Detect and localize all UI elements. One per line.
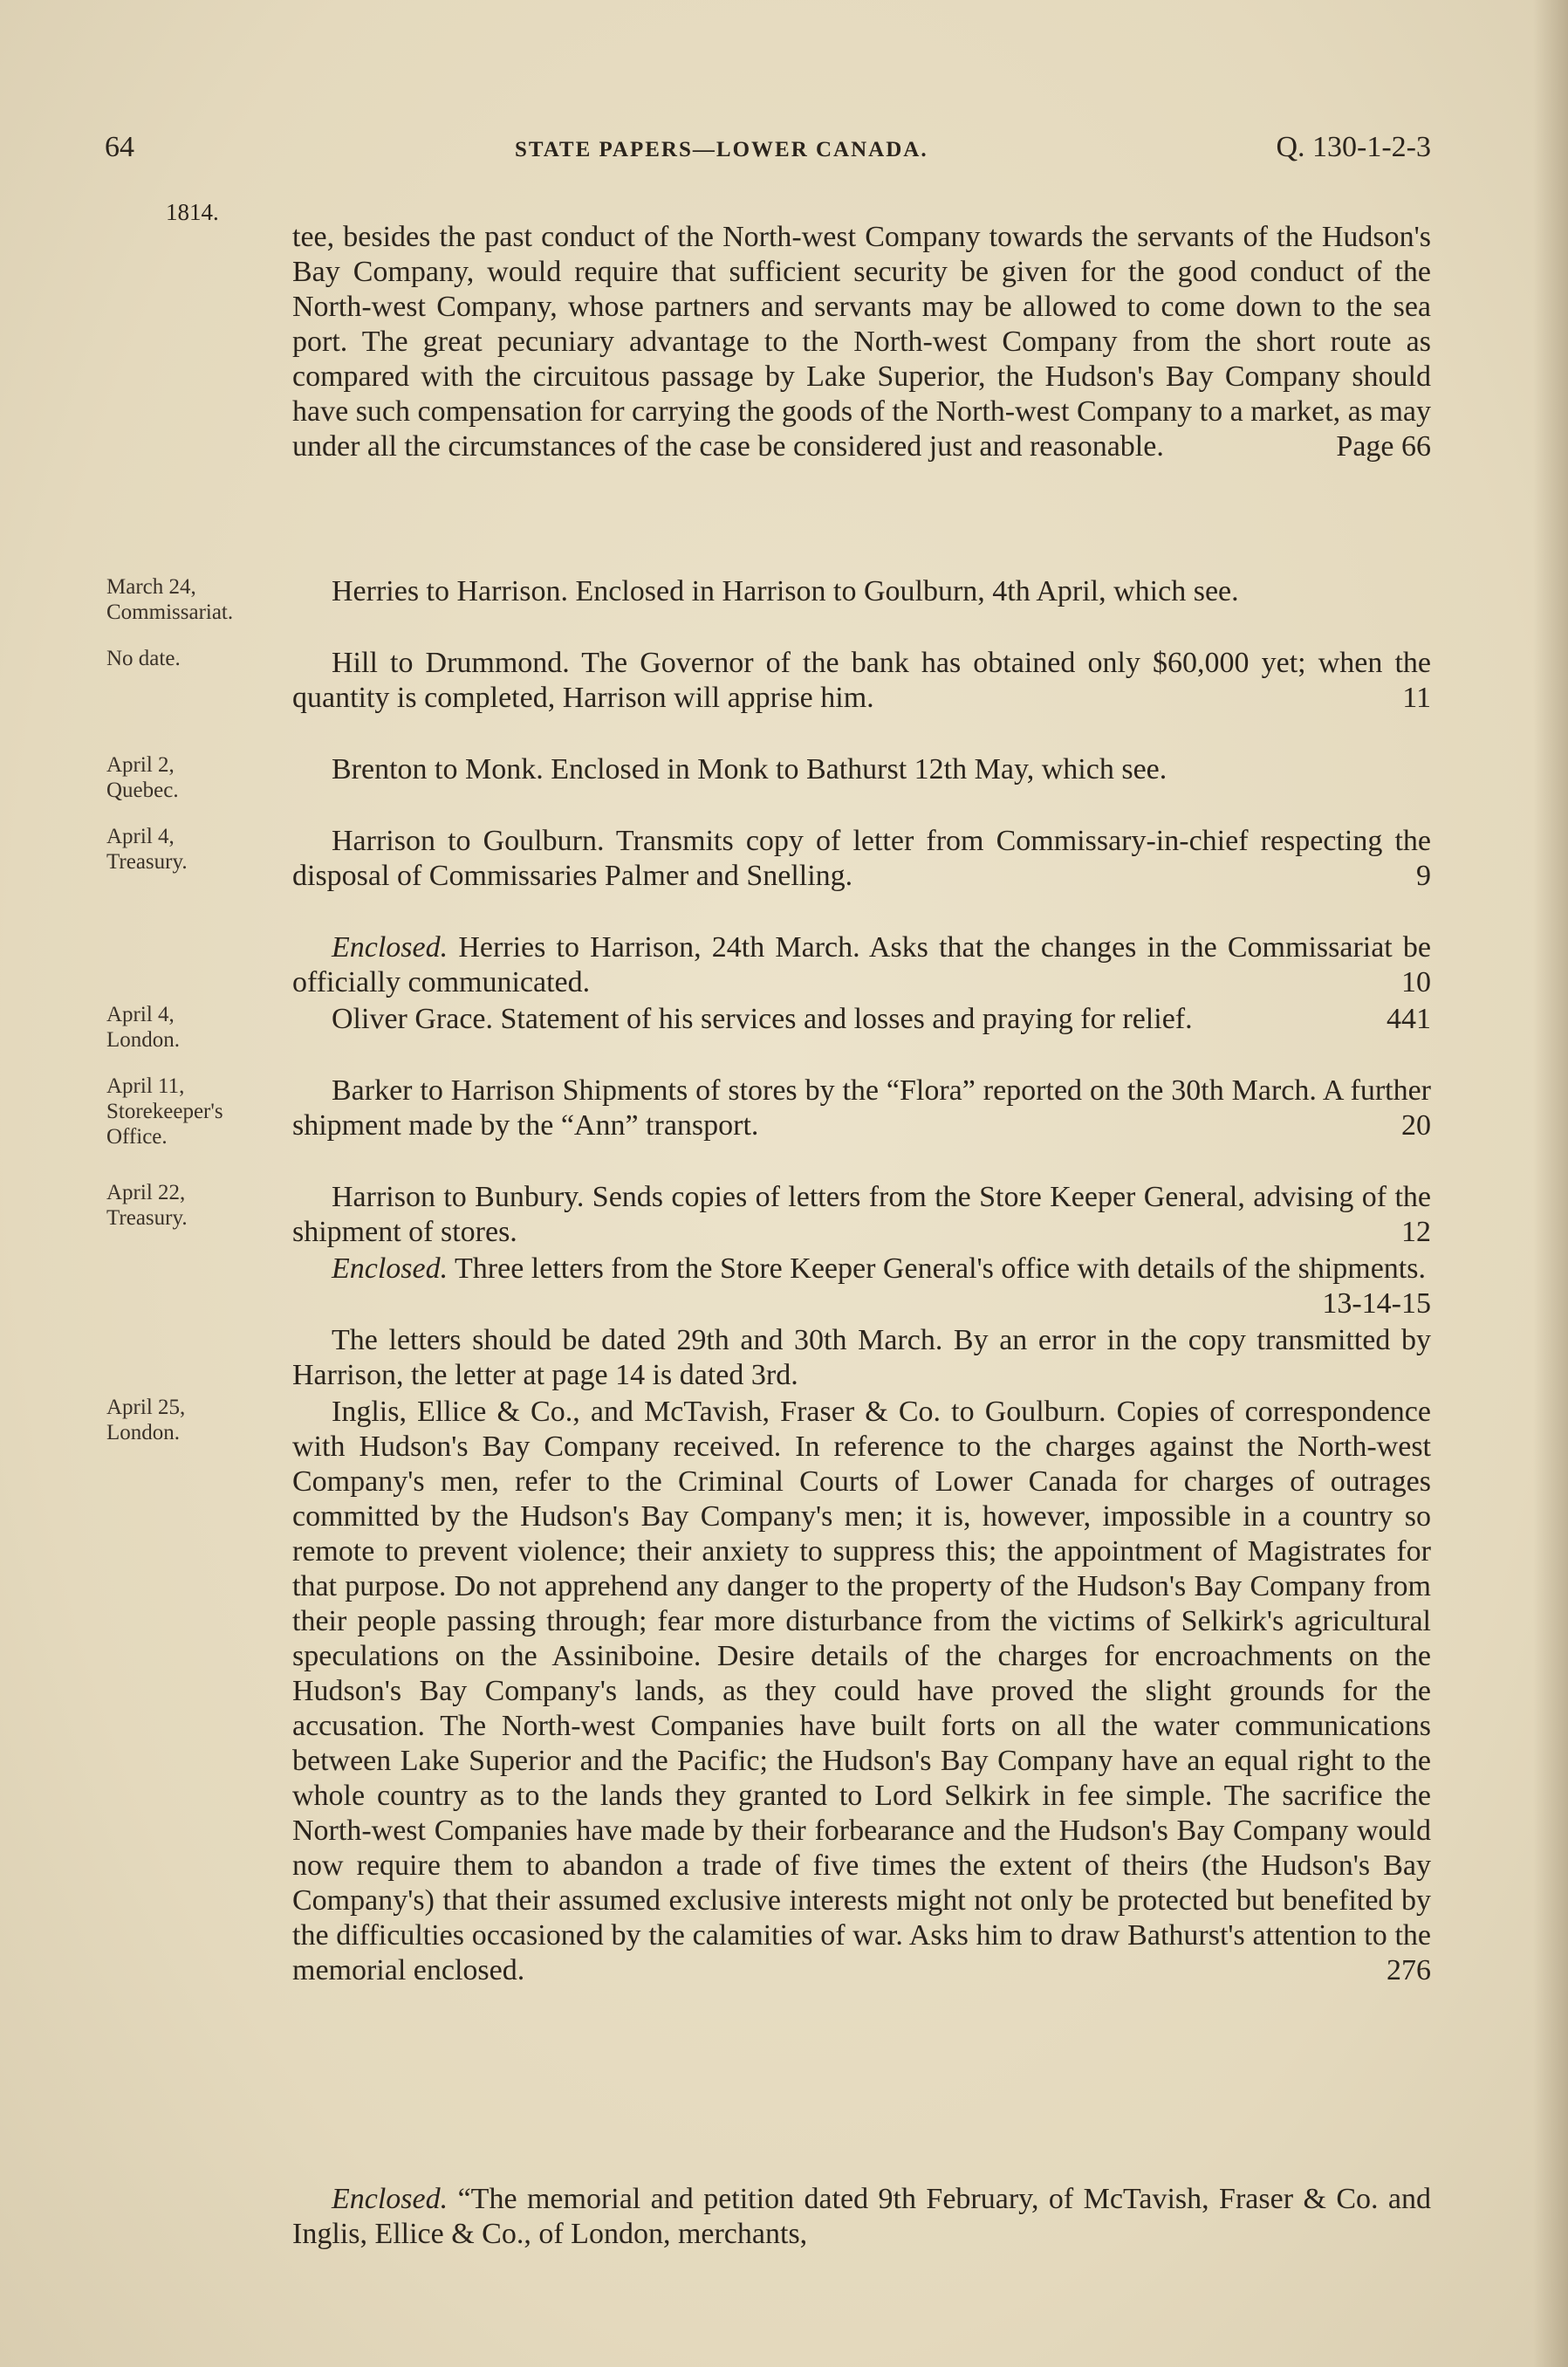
entry-text: Enclosed. “The memorial and petition dated 9th February, of McTavish, Fraser & Co. and Inglis, Ellice & Co., of London, merchants, [292, 2183, 1432, 2250]
page-reference: 20 [1401, 1109, 1431, 1142]
header-title: STATE PAPERS—LOWER CANADA. [515, 138, 928, 161]
margin-date: April 4, [106, 825, 175, 848]
margin-date: No date. [106, 647, 181, 670]
entry-text: Enclosed. Herries to Harrison, 24th March. Asks that the changes in the Commissariat be officially communicated. 10 [292, 931, 1431, 998]
margin-note [106, 824, 281, 875]
page-reference: 10 [1401, 966, 1431, 998]
entry-text: Inglis, Ellice & Co., and McTavish, Fraser & Co. to Goulburn. Copies of correspondence with Hudson's Bay Company received. In reference to the charges against the North-west Company's men, refer to the Criminal Courts of Lower Canada for charges of outrages committed by the Hudson's Bay Company's men; it is, however, impossible in a country so remote to prevent violence; their anxiety to suppress this; the appointment of Magistrates for that purpose. Do not apprehend any danger to the property of the Hudson's Bay Company from their people passing through; fear more disturbance from the victims of Selkirk's agricultural speculations on the Assiniboine. Desire details of the charges for encroachments on the Hudson's Bay Company's lands, as they could have proved the slight grounds for the accusation. The North-west Companies have built forts on all the water communications between Lake Superior and the Pacific; the Hudson's Bay Company have an equal right to the whole country as to the lands they granted to Lord Selkirk in fee simple. The sacrifice the North-west Companies have made by their forbearance and the Hudson's Bay Company would now require them to abandon a trade of five times the extent of theirs (the Hudson's Bay Company's) that their assumed exclusive interests might not only be protected but benefited by the difficulties occasioned by the calamities of war. Asks him to draw Bathurst's attention to the memorial enclosed. 276 [292, 1396, 1431, 1986]
enclosed-label: Enclosed. [332, 2183, 448, 2215]
running-header [105, 131, 1431, 175]
margin-note [106, 1395, 281, 1445]
margin-date: April 22, [106, 1181, 186, 1204]
margin-note [106, 752, 281, 803]
margin-date: April 25, [106, 1396, 186, 1419]
page-reference: 11 [1402, 682, 1431, 714]
entry-text: Herries to Harrison. Enclosed in Harrison to Goulburn, 4th April, which see. [332, 575, 1239, 607]
margin-note [106, 574, 281, 625]
margin-place: Quebec. [106, 779, 179, 802]
entry-text: Hill to Drummond. The Governor of the bank has obtained only $60,000 yet; when the quantity is completed, Harrison will apprise him. 11 [292, 647, 1431, 714]
margin-place: Storekeeper's Office. [106, 1100, 223, 1149]
entry-text: Harrison to Bunbury. Sends copies of letters from the Store Keeper General, advising of the shipment of stores. 12 [292, 1181, 1431, 1248]
margin-note [106, 646, 281, 671]
enclosed-label: Enclosed. [332, 1252, 448, 1285]
margin-place: London. [106, 1028, 181, 1052]
entry-text: Barker to Harrison Shipments of stores by the “Flora” reported on the 30th March. A further shipment made by the “Ann” transport. 20 [292, 1074, 1431, 1142]
page-reference: 12 [1401, 1216, 1431, 1248]
margin-place: Treasury. [106, 1206, 188, 1230]
entry-text: Brenton to Monk. Enclosed in Monk to Bathurst 12th May, which see. [332, 753, 1167, 786]
page-reference: Page 66 [1336, 430, 1431, 463]
page-edge-shadow [1533, 0, 1568, 2367]
margin-date: April 4, [106, 1003, 175, 1026]
page-reference: 441 [1387, 1003, 1431, 1035]
margin-note [106, 1002, 281, 1053]
margin-date: March 24, [106, 575, 196, 599]
margin-date: April 11, [106, 1074, 185, 1098]
page-reference: 276 [1387, 1954, 1431, 1986]
entry-text: tee, besides the past conduct of the North-west Company towards the servants of the Hudson's Bay Company, would require that sufficient security be given for the good conduct of the North-west Company, whose partners and servants may be allowed to come down to the sea port. The great pecuniary advantage to the North-west Company from the short route as compared with the circuitous passage by Lake Superior, the Hudson's Bay Company should have such compensation for carrying the goods of the North-west Company to a market, as may under all the circumstances of the case be considered just and reasonable. Page 66 [292, 221, 1431, 463]
header-reference: Q. 130-1-2-3 [1276, 131, 1431, 163]
margin-place: Treasury. [106, 850, 188, 874]
margin-place: London. [106, 1421, 181, 1444]
page-reference: 13-14-15 [1322, 1287, 1431, 1320]
margin-place: Commissariat. [106, 600, 234, 624]
enclosed-label: Enclosed. [332, 931, 448, 964]
page-reference: 9 [1416, 860, 1431, 892]
entry-text: Oliver Grace. Statement of his services and losses and praying for relief. 441 [332, 1003, 1431, 1035]
margin-note [106, 1074, 281, 1149]
page-number: 64 [105, 131, 134, 163]
margin-note [106, 1180, 281, 1231]
entry-text: Enclosed. Three letters from the Store Keeper General's office with details of the shipments. 13-14-15 [332, 1252, 1431, 1320]
entry-text: The letters should be dated 29th and 30th March. By an error in the copy transmitted by Harrison, the letter at page 14 is dated 3rd. [292, 1324, 1431, 1391]
entry-text: Harrison to Goulburn. Transmits copy of letter from Commissary-in-chief respecting the disposal of Commissaries Palmer and Snelling. 9 [292, 825, 1431, 892]
margin-year: 1814. [166, 199, 219, 225]
margin-date: April 2, [106, 753, 175, 777]
